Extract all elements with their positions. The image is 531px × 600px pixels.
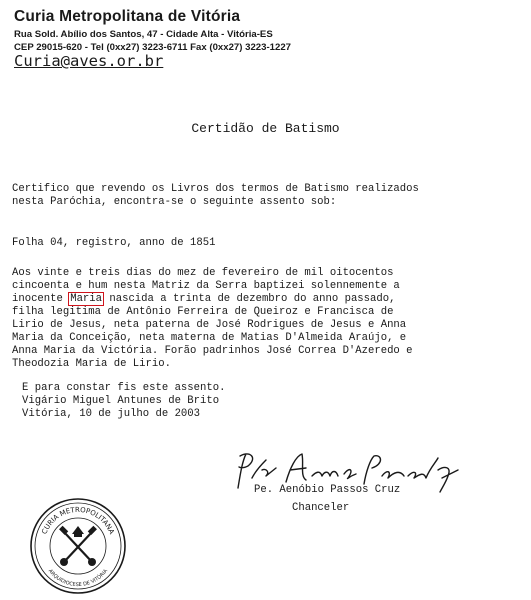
- record-line: cincoenta e hum nesta Matriz da Serra baptizei solennemente a: [12, 280, 400, 292]
- record-text: inocente: [12, 293, 70, 305]
- document-title: Certidão de Batismo: [191, 121, 340, 136]
- curia-seal: [28, 496, 128, 596]
- intro-paragraph: [12, 183, 419, 209]
- register-reference: Folha 04, registro, anno de 1851: [12, 237, 216, 249]
- record-line: Aos vinte e treis dias do mez de fevereiro de mil oitocentos: [12, 267, 394, 279]
- record-line: filha legitima de Antônio Ferreira de Queiroz e Francisca de: [12, 306, 394, 318]
- svg-text:CURIA METROPOLITANA: CURIA METROPOLITANA: [40, 505, 116, 536]
- org-contact: CEP 29015-620 - Tel (0xx27) 3223-6711 Fax (0xx27) 3223-1227: [14, 42, 291, 53]
- highlighted-name: Maria: [70, 293, 103, 305]
- intro-line: Certifico que revendo os Livros dos termos de Batismo realizados: [12, 183, 419, 195]
- org-address: Rua Sold. Abílio dos Santos, 47 - Cidade Alta - Vitória-ES: [14, 29, 273, 40]
- svg-text:ARQUIDIOCESE DE VITÓRIA: ARQUIDIOCESE DE VITÓRIA: [46, 568, 110, 589]
- baptism-record: [12, 267, 413, 371]
- closing-line: E para constar fis este assento.: [22, 382, 226, 394]
- closing-block: [22, 382, 225, 421]
- org-email-link[interactable]: Curia@aves.or.br: [14, 52, 164, 70]
- record-line: [12, 293, 413, 306]
- record-line: Theodozia Maria de Lirio.: [12, 358, 171, 370]
- record-line: Maria da Conceição, neta materna de Matias D'Almeida Araújo, e: [12, 332, 407, 344]
- signer-name: Pe. Aenóbio Passos Cruz: [254, 484, 401, 496]
- vicar-name: Vigário Miguel Antunes de Brito: [22, 395, 220, 407]
- issue-date: Vitória, 10 de julho de 2003: [22, 408, 201, 420]
- record-line: Anna Maria da Victória. Forão padrinhos José Correa D'Azeredo e: [12, 345, 413, 357]
- signer-role: Chanceler: [292, 502, 350, 514]
- record-line: Lirio de Jesus, neta paterna de José Rodrigues de Jesus e Anna: [12, 319, 407, 331]
- intro-line: nesta Paróchia, encontra-se o seguinte assento sob:: [12, 196, 337, 208]
- org-name: Curia Metropolitana de Vitória: [14, 8, 241, 25]
- record-text: nascida a trinta de dezembro do anno passado,: [103, 293, 396, 305]
